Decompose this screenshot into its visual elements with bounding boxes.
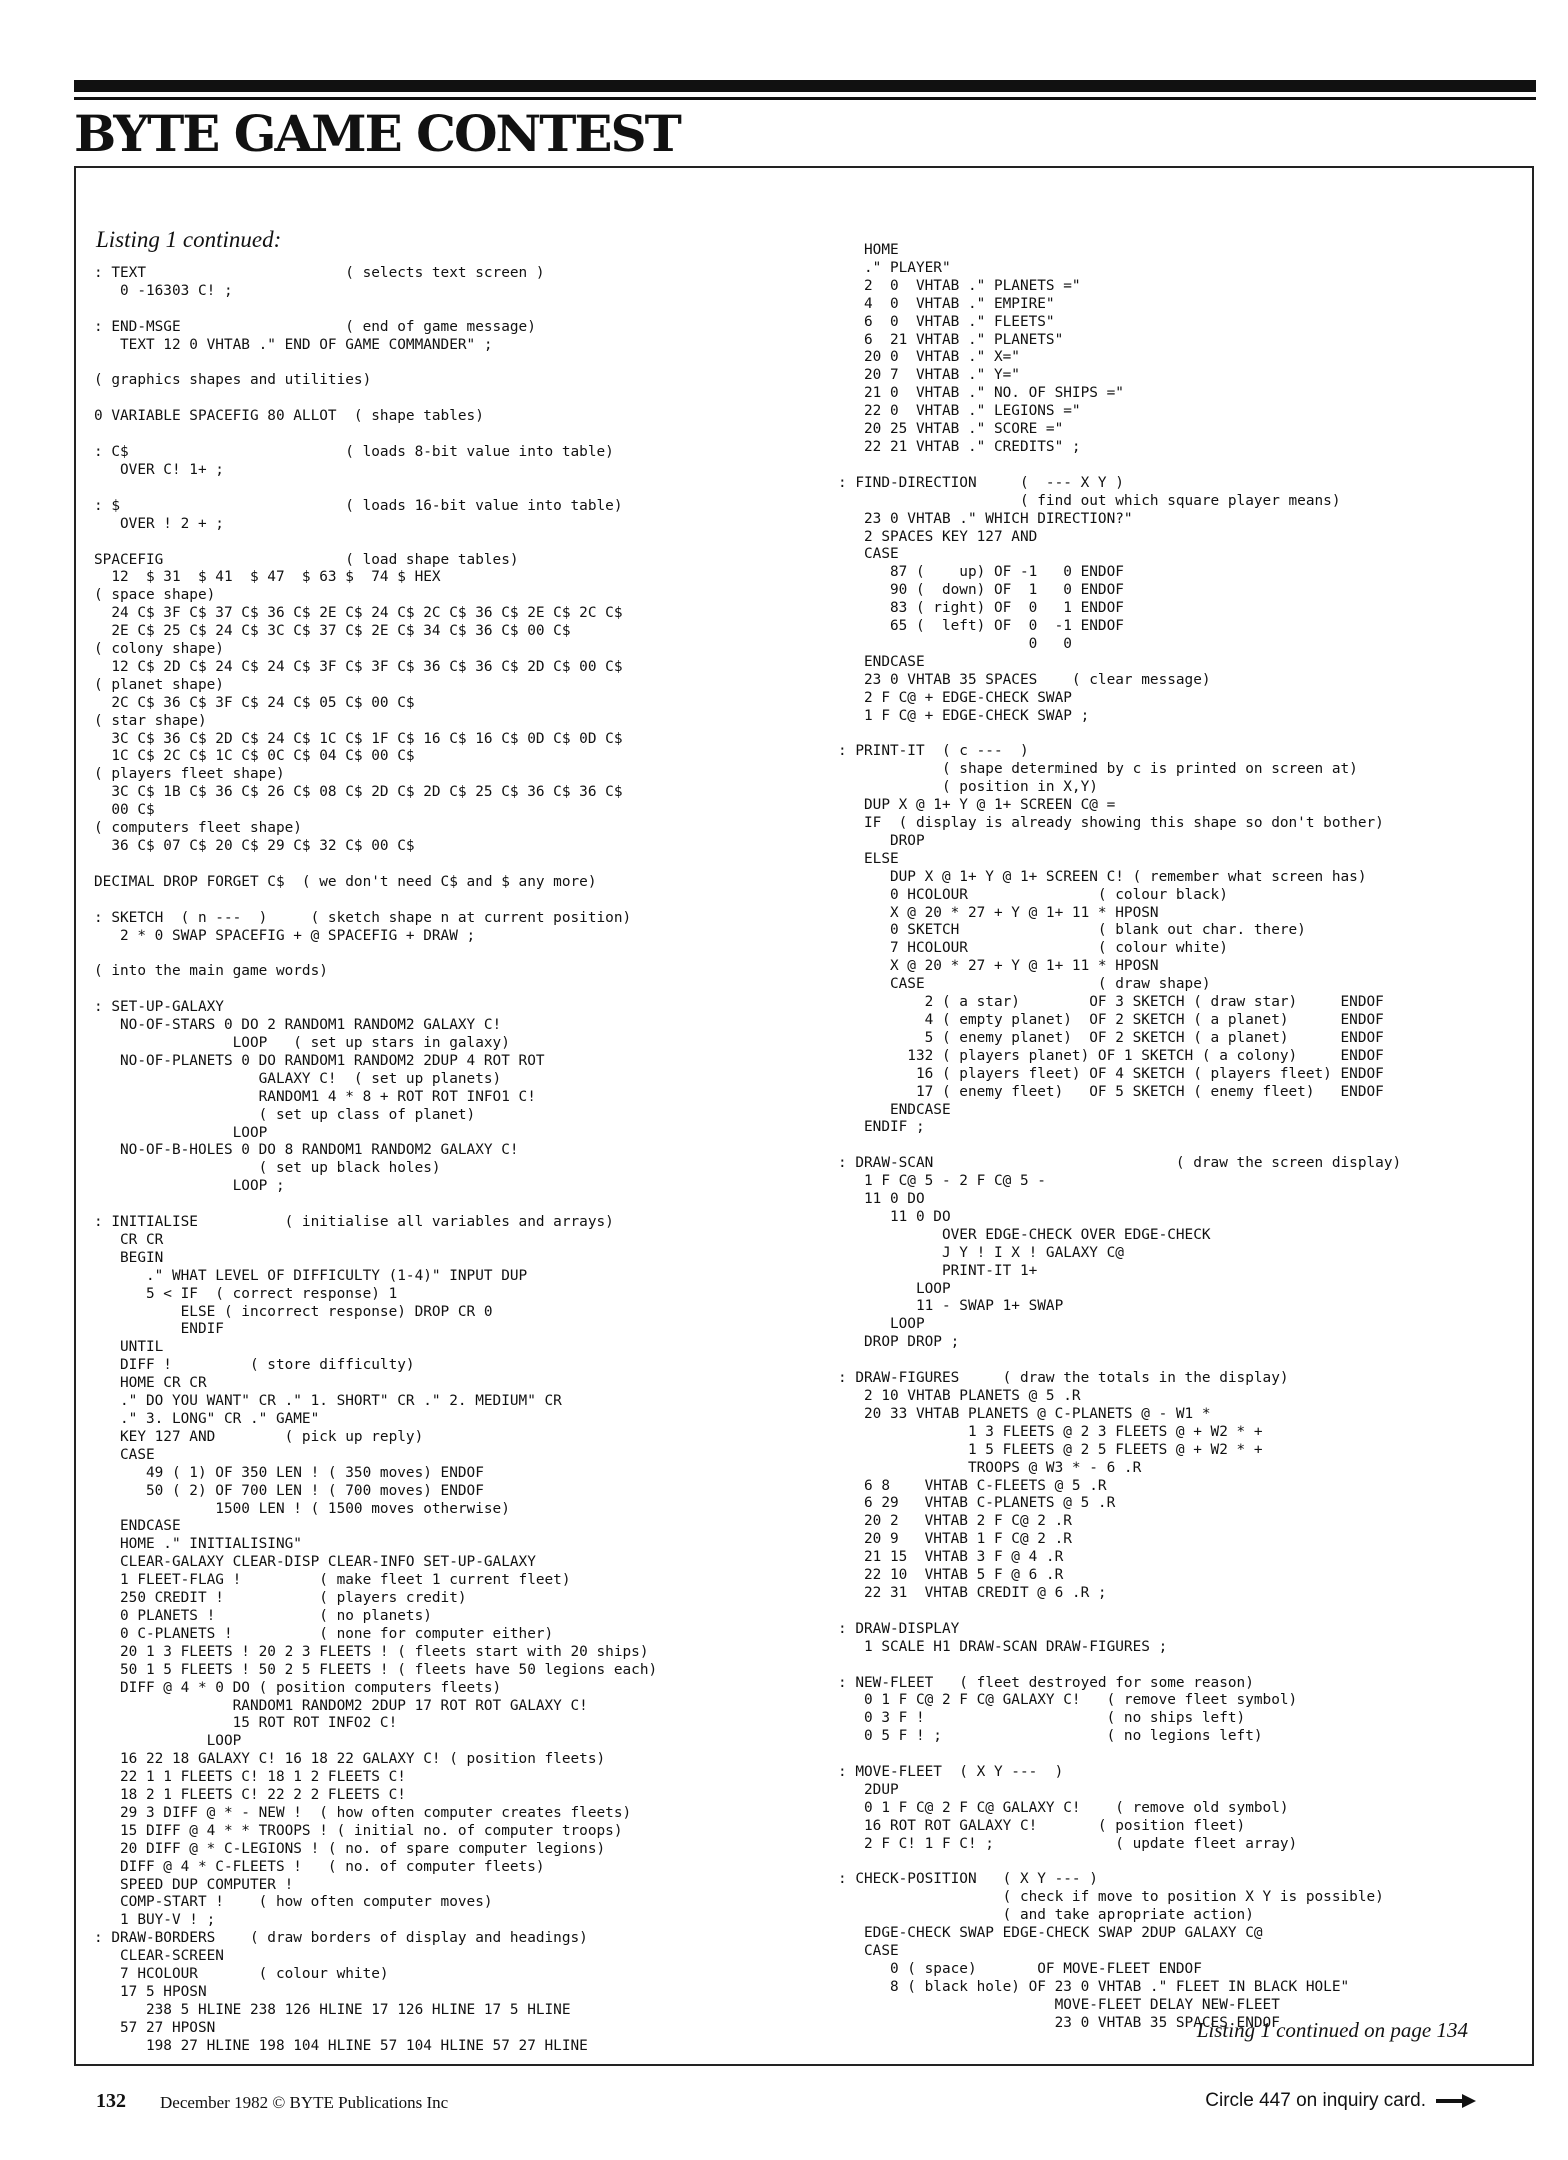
left-code-line: 250 CREDIT ! ( players credit) [119,1590,467,1607]
right-code-line: ENDIF ; [863,1119,925,1136]
right-code-line: 4 0 VHTAB ." EMPIRE" [863,295,1055,312]
left-code-line: BEGIN [119,1249,164,1266]
left-code-line: TEXT 12 0 VHTAB ." END OF GAME COMMANDER" ; [119,336,493,353]
right-code-line: 5 ( enemy planet) OF 2 SKETCH ( a planet) ENDOF [924,1029,1384,1046]
left-code-line: 36 C$ 07 C$ 20 C$ 29 C$ 32 C$ 00 C$ [111,838,415,854]
left-code-line: 50 ( 2) OF 700 LEN ! ( 700 moves) ENDOF [145,1482,484,1499]
right-code-line: 65 ( left) OF 0 -1 ENDOF [889,618,1124,635]
left-code-line: 3C C$ 1B C$ 36 C$ 26 C$ 08 C$ 2D C$ 2D C$ 25 C$ 36 C$ 36 C$ [111,784,623,801]
left-code-line: LOOP [206,1733,242,1750]
right-code-line: ( shape determined by c is printed on screen at) [941,761,1358,778]
left-code-line: 2 * 0 SWAP SPACEFIG + @ SPACEFIG + DRAW ; [119,927,476,944]
left-code-line: 15 ROT ROT INFO2 C! [232,1715,398,1732]
left-code-line: 20 1 3 FLEETS ! 20 2 3 FLEETS ! ( fleets start with 20 ships) [119,1643,649,1660]
left-code-line: DIFF @ 4 * 0 DO ( position computers fleets) [119,1679,502,1696]
right-code-line: 20 0 VHTAB ." X=" [863,349,1020,366]
right-code-line: 20 9 VHTAB 1 F C@ 2 .R [863,1531,1072,1548]
left-code-line: 2C C$ 36 C$ 3F C$ 24 C$ 05 C$ 00 C$ [111,694,415,711]
left-code-line: KEY 127 AND ( pick up reply) [119,1428,424,1445]
left-code-line: RANDOM1 4 * 8 + ROT ROT INFO1 C! [258,1088,536,1105]
right-code-line: X @ 20 * 27 + Y @ 1+ 11 * HPOSN [889,904,1159,921]
right-code-line: DUP X @ 1+ Y @ 1+ SCREEN C@ = [863,797,1116,814]
left-code-line: 57 27 HPOSN [119,2019,216,2036]
right-code-line: 23 0 VHTAB 35 SPACES ( clear message) [863,671,1211,688]
right-code-line: 23 0 VHTAB ." WHICH DIRECTION?" [863,510,1133,527]
left-code-line: : TEXT ( selects text screen ) [94,265,545,281]
right-code-line: EDGE-CHECK SWAP EDGE-CHECK SWAP 2DUP GALAXY C@ [863,1925,1263,1942]
right-code-line: : NEW-FLEET ( fleet destroyed for some reason) [838,1674,1254,1691]
left-code-line: HOME ." INITIALISING" [119,1536,302,1553]
left-code-line: GALAXY C! ( set up planets) [258,1070,502,1087]
continued-note: Listing 1 continued on page 134 [1196,2018,1468,2042]
left-code-line: 0 VARIABLE SPACEFIG 80 ALLOT ( shape tables) [94,408,484,425]
right-code-line: 17 ( enemy fleet) OF 5 SKETCH ( enemy fleet) ENDOF [915,1083,1384,1100]
right-code-line: 4 ( empty planet) OF 2 SKETCH ( a planet) ENDOF [924,1011,1384,1028]
right-code-line: LOOP [915,1280,951,1297]
right-code-line: 11 0 DO [863,1191,925,1208]
left-code-line: 20 DIFF @ * C-LEGIONS ! ( no. of spare computer legions) [119,1840,606,1857]
left-code-line: ( planet shape) [94,676,224,693]
right-code-line: MOVE-FLEET DELAY NEW-FLEET [1054,1996,1280,2013]
right-code-line: 1 3 FLEETS @ 2 3 FLEETS @ + W2 * + [967,1423,1263,1440]
right-code-line: 16 ( players fleet) OF 4 SKETCH ( players fleet) ENDOF [915,1065,1384,1082]
right-code-line: CASE ( draw shape) [889,976,1211,993]
left-code-line: 49 ( 1) OF 350 LEN ! ( 350 moves) ENDOF [145,1464,484,1481]
left-code-line: NO-OF-STARS 0 DO 2 RANDOM1 RANDOM2 GALAXY C! [119,1017,502,1034]
page-number: 132 [96,2090,126,2112]
left-code-line: 7 HCOLOUR ( colour white) [119,1966,389,1983]
right-code-line: ENDCASE [863,653,925,670]
right-code-line: 0 5 F ! ; ( no legions left) [863,1728,1263,1745]
right-code-line: 22 21 VHTAB ." CREDITS" ; [863,438,1081,455]
left-code-line: DIFF ! ( store difficulty) [119,1357,415,1374]
left-code-line: 24 C$ 3F C$ 37 C$ 36 C$ 2E C$ 24 C$ 2C C$ 36 C$ 2E C$ 2C C$ [111,605,623,622]
right-code-line: 0 1 F C@ 2 F C@ GALAXY C! ( remove fleet symbol) [863,1692,1298,1709]
page-title: BYTE GAME CONTEST [74,104,680,163]
left-code-line: ( star shape) [94,712,207,729]
left-code-line: 18 2 1 FLEETS C! 22 2 2 FLEETS C! [119,1787,406,1804]
right-code-line: DROP DROP ; [863,1334,960,1351]
right-code-line: 11 - SWAP 1+ SWAP [915,1298,1064,1315]
right-code-line: ( and take apropriate action) [1002,1907,1254,1924]
left-code-line: 0 -16303 C! ; [119,282,233,299]
right-code-line: ( position in X,Y) [941,779,1098,796]
right-code-line: ELSE [863,850,899,867]
right-code-line: : DRAW-DISPLAY [838,1620,960,1637]
right-code-line: 1 F C@ 5 - 2 F C@ 5 - [863,1173,1046,1190]
right-code-line: : DRAW-SCAN ( draw the screen display) [838,1155,1402,1172]
left-code-line: 5 < IF ( correct response) 1 [145,1285,398,1302]
right-code-line: : DRAW-FIGURES ( draw the totals in the display) [838,1370,1289,1387]
right-code-line: LOOP [889,1316,925,1333]
right-code-line: 21 0 VHTAB ." NO. OF SHIPS =" [863,385,1124,402]
right-code-line: TROOPS @ W3 * - 6 .R [967,1459,1142,1476]
right-code-line: 22 0 VHTAB ." LEGIONS =" [863,403,1081,420]
left-code-line: : INITIALISE ( initialise all variables and arrays) [94,1214,614,1231]
right-code-line: HOME [863,242,899,258]
right-code-line: ( find out which square player means) [1019,492,1341,509]
left-code-line: NO-OF-B-HOLES 0 DO 8 RANDOM1 RANDOM2 GALAXY C! [119,1142,519,1159]
right-code-line: 23 0 VHTAB 35 SPACES ENDOF [838,2014,1280,2031]
left-code-line: UNTIL [119,1339,164,1356]
right-code-line: 0 ( space) OF MOVE-FLEET ENDOF [889,1961,1202,1977]
right-code-line: DUP X @ 1+ Y @ 1+ SCREEN C! ( remember what screen has) [889,868,1367,885]
right-code-line: 1 F C@ + EDGE-CHECK SWAP ; [863,707,1090,724]
left-code-line: 29 3 DIFF @ * - NEW ! ( how often computer creates fleets) [119,1804,632,1821]
left-code-line: 1500 LEN ! ( 1500 moves otherwise) [215,1500,510,1517]
left-code-line: : C$ ( loads 8-bit value into table) [94,444,614,461]
right-code-line: ENDCASE [889,1101,951,1118]
right-code-line: 20 25 VHTAB ." SCORE =" [863,421,1064,438]
left-code-line: 0 PLANETS ! ( no planets) [119,1607,432,1624]
publication-credit: December 1982 © BYTE Publications Inc [160,2093,449,2112]
left-code-line: ( set up black holes) [258,1160,441,1177]
left-code-line: 2E C$ 25 C$ 24 C$ 3C C$ 37 C$ 2E C$ 34 C$ 36 C$ 00 C$ [111,623,571,640]
right-code-line: CASE [863,546,899,563]
right-code-line: 22 10 VHTAB 5 F @ 6 .R [863,1567,1064,1584]
right-code-line: ." PLAYER" [863,259,951,276]
left-code-line: SPEED DUP COMPUTER ! [119,1876,294,1893]
right-code-line: 16 ROT ROT GALAXY C! ( position fleet) [863,1817,1246,1834]
left-code-line: : SKETCH ( n --- ) ( sketch shape n at current position) [94,909,632,926]
inquiry-text: Circle 447 on inquiry card. [1205,2090,1426,2111]
right-code-line: 0 HCOLOUR ( colour black) [889,886,1228,903]
left-code-line: 3C C$ 36 C$ 2D C$ 24 C$ 1C C$ 1F C$ 16 C$ 16 C$ 0D C$ 0D C$ [111,730,623,747]
right-code-line: 87 ( up) OF -1 0 ENDOF [889,564,1124,581]
right-code-line: 8 ( black hole) OF 23 0 VHTAB ." FLEET IN BLACK HOLE" [889,1978,1350,1995]
left-code-line: 1C C$ 2C C$ 1C C$ 0C C$ 04 C$ 00 C$ [111,748,415,765]
right-code-line: 21 15 VHTAB 3 F @ 4 .R [863,1549,1064,1566]
left-code-line: 15 DIFF @ 4 * * TROOPS ! ( initial no. of computer troops) [119,1822,623,1839]
left-code-line: 16 22 18 GALAXY C! 16 18 22 GALAXY C! ( position fleets) [119,1751,606,1768]
left-code-line: ENDIF [180,1321,224,1338]
right-code-line: 1 5 FLEETS @ 2 5 FLEETS @ + W2 * + [967,1441,1263,1458]
left-code-line: NO-OF-PLANETS 0 DO RANDOM1 RANDOM2 2DUP 4 ROT ROT [119,1052,545,1069]
left-code-line: RANDOM1 RANDOM2 2DUP 17 ROT ROT GALAXY C! [232,1697,588,1714]
left-code-line: 00 C$ [111,802,155,819]
header-rule-thin [74,97,1536,100]
right-code-line: : PRINT-IT ( c --- ) [838,743,1029,760]
left-code-line: : $ ( loads 16-bit value into table) [94,497,623,514]
left-code-line: SPACEFIG ( load shape tables) [94,551,519,568]
right-code-line: : CHECK-POSITION ( X Y --- ) [838,1871,1098,1888]
left-code-line: ." WHAT LEVEL OF DIFFICULTY (1-4)" INPUT DUP [145,1267,528,1284]
right-code-line: 2 ( a star) OF 3 SKETCH ( draw star) ENDOF [924,994,1384,1011]
left-code-line: DIFF @ 4 * C-FLEETS ! ( no. of computer fleets) [119,1858,545,1875]
right-code-line: : FIND-DIRECTION ( --- X Y ) [838,474,1124,491]
right-code-line: 2 F C! 1 F C! ; ( update fleet array) [863,1835,1298,1852]
left-code-line: COMP-START ! ( how often computer moves) [119,1894,493,1911]
left-code-line: : SET-UP-GALAXY [94,999,224,1016]
right-code-line: 2 0 VHTAB ." PLANETS =" [863,277,1081,294]
right-code-line: CASE [863,1943,899,1960]
right-code-line: 6 0 VHTAB ." FLEETS" [863,313,1055,330]
left-code-line: OVER C! 1+ ; [119,461,224,478]
left-code-line: 0 C-PLANETS ! ( none for computer either) [119,1625,554,1642]
left-code-line: LOOP [232,1124,268,1141]
left-code-line: CLEAR-SCREEN [119,1948,224,1965]
listing-heading: Listing 1 continued: [96,227,282,252]
left-code-line: ENDCASE [119,1518,181,1535]
right-code-line: ( check if move to position X Y is possible) [1002,1889,1384,1906]
left-code-line: ( graphics shapes and utilities) [94,372,372,389]
right-code-line: 2 F C@ + EDGE-CHECK SWAP [863,689,1072,706]
left-code-line: 50 1 5 FLEETS ! 50 2 5 FLEETS ! ( fleets have 50 legions each) [119,1661,658,1678]
code-column-right [838,242,1401,2033]
left-code-line: ." 3. LONG" CR ." GAME" [119,1411,320,1427]
left-code-line: 17 5 HPOSN [119,1984,207,2000]
right-code-line: DROP [889,832,925,849]
right-code-line: : MOVE-FLEET ( X Y --- ) [838,1764,1064,1781]
right-code-line: 0 3 F ! ( no ships left) [863,1710,1246,1727]
left-code-line: LOOP ; [232,1178,285,1195]
right-code-line: 0 0 [1028,635,1072,652]
right-code-line: OVER EDGE-CHECK OVER EDGE-CHECK [941,1226,1211,1243]
right-code-line: X @ 20 * 27 + Y @ 1+ 11 * HPOSN [889,958,1159,975]
code-column-left [94,265,657,2056]
left-code-line: 238 5 HLINE 238 126 HLINE 17 126 HLINE 17 5 HLINE [145,2001,571,2018]
right-code-line: 7 HCOLOUR ( colour white) [889,940,1228,957]
left-code-line: ( computers fleet shape) [94,820,302,837]
right-code-line: 6 8 VHTAB C-FLEETS @ 5 .R [863,1477,1107,1494]
left-code-line: : DRAW-BORDERS ( draw borders of display and headings) [94,1930,588,1947]
left-code-line: ( into the main game words) [94,963,328,980]
inquiry-note [1205,2090,1476,2112]
left-code-line: ( players fleet shape) [94,766,285,783]
left-code-line: 1 FLEET-FLAG ! ( make fleet 1 current fleet) [119,1572,571,1589]
left-code-line: DECIMAL DROP FORGET C$ ( we don't need C$ and $ any more) [94,873,597,890]
right-code-line: 2 SPACES KEY 127 AND [863,528,1038,545]
right-code-line: 0 SKETCH ( blank out char. there) [889,922,1306,939]
right-code-line: J Y ! I X ! GALAXY C@ [941,1244,1124,1261]
left-code-line: LOOP ( set up stars in galaxy) [232,1034,510,1051]
right-code-line: 2DUP [863,1781,899,1798]
left-code-line: ( colony shape) [94,641,224,658]
left-code-line: CLEAR-GALAXY CLEAR-DISP CLEAR-INFO SET-UP-GALAXY [119,1554,536,1571]
left-code-line: HOME CR CR [119,1375,207,1392]
left-code-line: 198 27 HLINE 198 104 HLINE 57 104 HLINE 57 27 HLINE [94,2037,588,2054]
right-code-line: IF ( display is already showing this shape so don't bother) [863,815,1384,831]
right-code-line: 90 ( down) OF 1 0 ENDOF [889,582,1124,599]
left-code-line: CR CR [119,1231,164,1248]
right-code-line: 6 29 VHTAB C-PLANETS @ 5 .R [863,1495,1116,1512]
left-code-line: CASE [119,1446,155,1463]
left-code-line: 12 C$ 2D C$ 24 C$ 24 C$ 3F C$ 3F C$ 36 C$ 36 C$ 2D C$ 00 C$ [111,658,623,675]
right-code-line: 2 10 VHTAB PLANETS @ 5 .R [863,1388,1081,1404]
left-code-line: 22 1 1 FLEETS C! 18 1 2 FLEETS C! [119,1769,406,1786]
right-code-line: 6 21 VHTAB ." PLANETS" [863,331,1064,348]
right-code-line: 0 1 F C@ 2 F C@ GALAXY C! ( remove old symbol) [863,1799,1289,1816]
right-code-line: 83 ( right) OF 0 1 ENDOF [889,600,1124,617]
right-code-line: 20 2 VHTAB 2 F C@ 2 .R [863,1513,1072,1530]
left-code-line: ELSE ( incorrect response) DROP CR 0 [180,1303,493,1320]
right-code-line: PRINT-IT 1+ [941,1262,1038,1279]
left-code-line: ( set up class of planet) [258,1106,476,1123]
left-code-line: 1 BUY-V ! ; [119,1912,216,1929]
left-code-line: 12 $ 31 $ 41 $ 47 $ 63 $ 74 $ HEX [111,569,441,586]
left-code-line: OVER ! 2 + ; [119,515,224,532]
right-code-line: 11 0 DO [889,1208,951,1225]
header-rule-thick [74,80,1536,92]
right-code-line: 132 ( players planet) OF 1 SKETCH ( a colony) ENDOF [907,1047,1384,1064]
left-code-line: ( space shape) [94,587,216,604]
left-code-line: : END-MSGE ( end of game message) [94,318,536,335]
arrow-right-icon [1436,2092,1476,2110]
right-code-line: 20 33 VHTAB PLANETS @ C-PLANETS @ - W1 * [863,1405,1211,1422]
right-code-line: 1 SCALE H1 DRAW-SCAN DRAW-FIGURES ; [863,1638,1168,1655]
right-code-line: 20 7 VHTAB ." Y=" [863,367,1020,384]
left-code-line: ." DO YOU WANT" CR ." 1. SHORT" CR ." 2. MEDIUM" CR [119,1393,562,1410]
right-code-line: 22 31 VHTAB CREDIT @ 6 .R ; [863,1584,1107,1601]
